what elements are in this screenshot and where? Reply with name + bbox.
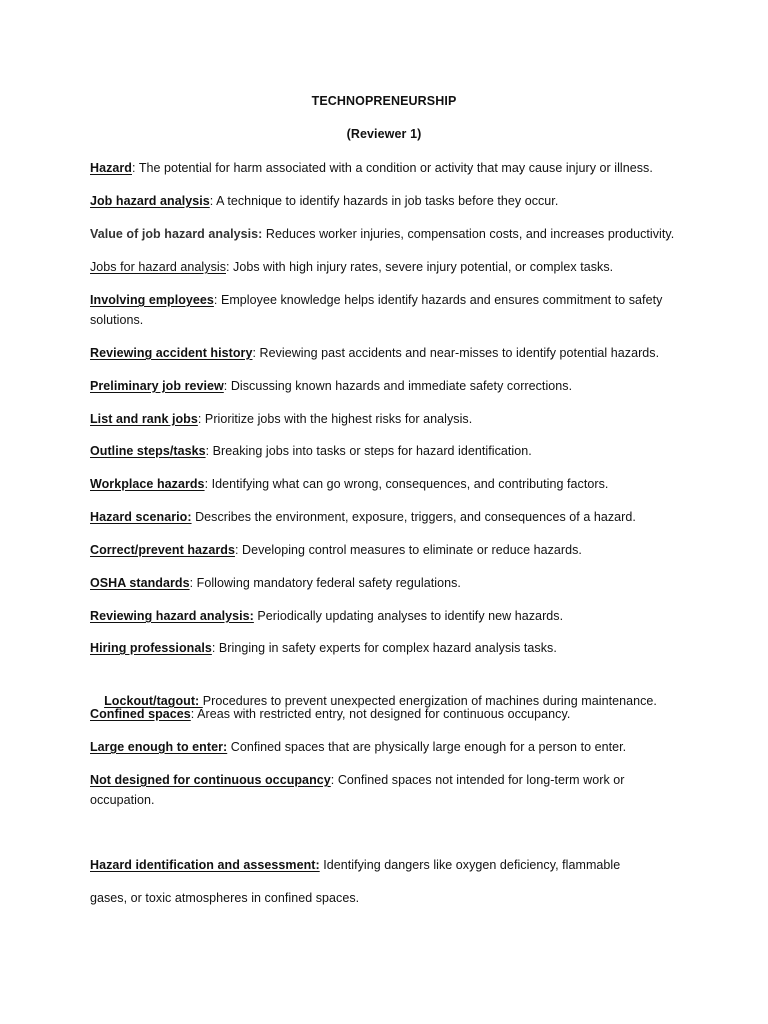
- term-separator: :: [189, 576, 194, 590]
- definition-text: Identifying what can go wrong, consequences, and contributing factors.: [208, 477, 609, 491]
- definition-entry: [90, 409, 690, 429]
- definition-entry: [90, 507, 690, 527]
- definition-entry: [90, 257, 690, 277]
- definition-text: Bringing in safety experts for complex hazard analysis tasks.: [215, 641, 557, 655]
- definition-text: Following mandatory federal safety regulations.: [193, 576, 461, 590]
- definition-entry: [90, 224, 690, 244]
- definition-entry: [90, 638, 690, 658]
- definition-term: Involving employees: [90, 293, 214, 307]
- definition-entry: [90, 573, 690, 593]
- document-subtitle: (Reviewer 1): [346, 127, 422, 141]
- term-separator: :: [226, 260, 230, 274]
- definition-entry: [90, 737, 690, 757]
- definition-term: Confined spaces: [90, 707, 191, 721]
- definition-text: Reduces worker injuries, compensation costs, and increases productivity.: [262, 227, 675, 241]
- definition-text: Breaking jobs into tasks or steps for hazard identification.: [209, 444, 532, 458]
- definition-term: Reviewing hazard analysis:: [90, 609, 254, 623]
- definition-entry: [90, 441, 690, 461]
- definition-term: Reviewing accident history: [90, 346, 253, 360]
- definition-text: Reviewing past accidents and near-misses to identify potential hazards.: [256, 346, 660, 360]
- definition-term: Hazard scenario:: [90, 510, 192, 524]
- term-separator: :: [223, 379, 228, 393]
- definition-text: Jobs with high injury rates, severe injury potential, or complex tasks.: [229, 260, 614, 274]
- definition-entry: [90, 158, 690, 178]
- definition-term: Value of job hazard analysis:: [90, 227, 263, 241]
- definition-term: Outline steps/tasks: [90, 444, 206, 458]
- definition-entry: [90, 343, 690, 363]
- term-separator: :: [197, 412, 202, 426]
- term-separator: :: [190, 707, 195, 721]
- definition-term: Large enough to enter:: [90, 740, 228, 754]
- term-separator: :: [213, 293, 218, 307]
- definition-entry: [90, 376, 690, 396]
- definition-text: Developing control measures to eliminate or reduce hazards.: [238, 543, 582, 557]
- definition-term: Hazard: [90, 161, 132, 175]
- term-separator: :: [234, 543, 239, 557]
- definition-term: List and rank jobs: [90, 412, 198, 426]
- definition-term: OSHA standards: [90, 576, 190, 590]
- definition-term: Lockout/tagout:: [104, 694, 203, 708]
- term-separator: :: [205, 444, 210, 458]
- definition-entry: [90, 290, 690, 330]
- term-separator: :: [131, 161, 136, 175]
- definition-entry: [90, 540, 690, 560]
- definition-entry: [90, 606, 690, 626]
- definition-text: Confined spaces not intended for long-term work or occupation.: [90, 773, 625, 807]
- definition-text: Confined spaces that are physically large enough for a person to enter.: [227, 740, 627, 754]
- term-separator: :: [330, 773, 335, 787]
- definition-term: Correct/prevent hazards: [90, 543, 235, 557]
- definition-text: Employee knowledge helps identify hazards and ensures commitment to safety solutions.: [90, 293, 663, 327]
- definition-text: Describes the environment, exposure, triggers, and consequences of a hazard.: [191, 510, 636, 524]
- definition-entry: [90, 704, 690, 724]
- term-separator: :: [252, 346, 256, 360]
- definition-text: Procedures to prevent unexpected energization of machines during maintenance.: [202, 694, 657, 708]
- definition-text: A technique to identify hazards in job tasks before they occur.: [213, 194, 559, 208]
- definition-term: Jobs for hazard analysis: [90, 260, 226, 274]
- definition-term: Preliminary job review: [90, 379, 224, 393]
- definition-text: Periodically updating analyses to identify new hazards.: [253, 609, 564, 623]
- definition-term: Workplace hazards: [90, 477, 205, 491]
- definition-entry: [90, 770, 690, 810]
- definition-term: Not designed for continuous occupancy: [90, 773, 331, 787]
- term-separator: :: [209, 194, 214, 208]
- term-separator: :: [204, 477, 209, 491]
- definition-term: Hazard identification and assessment:: [90, 858, 320, 872]
- document-title: TECHNOPRENEURSHIP: [311, 94, 457, 108]
- term-separator: :: [211, 641, 216, 655]
- definition-text: Prioritize jobs with the highest risks for analysis.: [201, 412, 473, 426]
- definition-entry: [90, 855, 690, 875]
- definition-text: Areas with restricted entry, not designed for continuous occupancy.: [194, 707, 571, 721]
- definition-text: The potential for harm associated with a condition or activity that may cause injury or illness.: [135, 161, 653, 175]
- definition-term: Job hazard analysis: [90, 194, 210, 208]
- definition-continuation: [90, 888, 690, 908]
- definition-term: Hiring professionals: [90, 641, 212, 655]
- definition-text: Discussing known hazards and immediate safety corrections.: [227, 379, 573, 393]
- definition-entry: [90, 474, 690, 494]
- definition-text: gases, or toxic atmospheres in confined spaces.: [90, 891, 360, 905]
- definition-entry: [90, 191, 690, 211]
- definition-text: Identifying dangers like oxygen deficiency, flammable: [319, 858, 621, 872]
